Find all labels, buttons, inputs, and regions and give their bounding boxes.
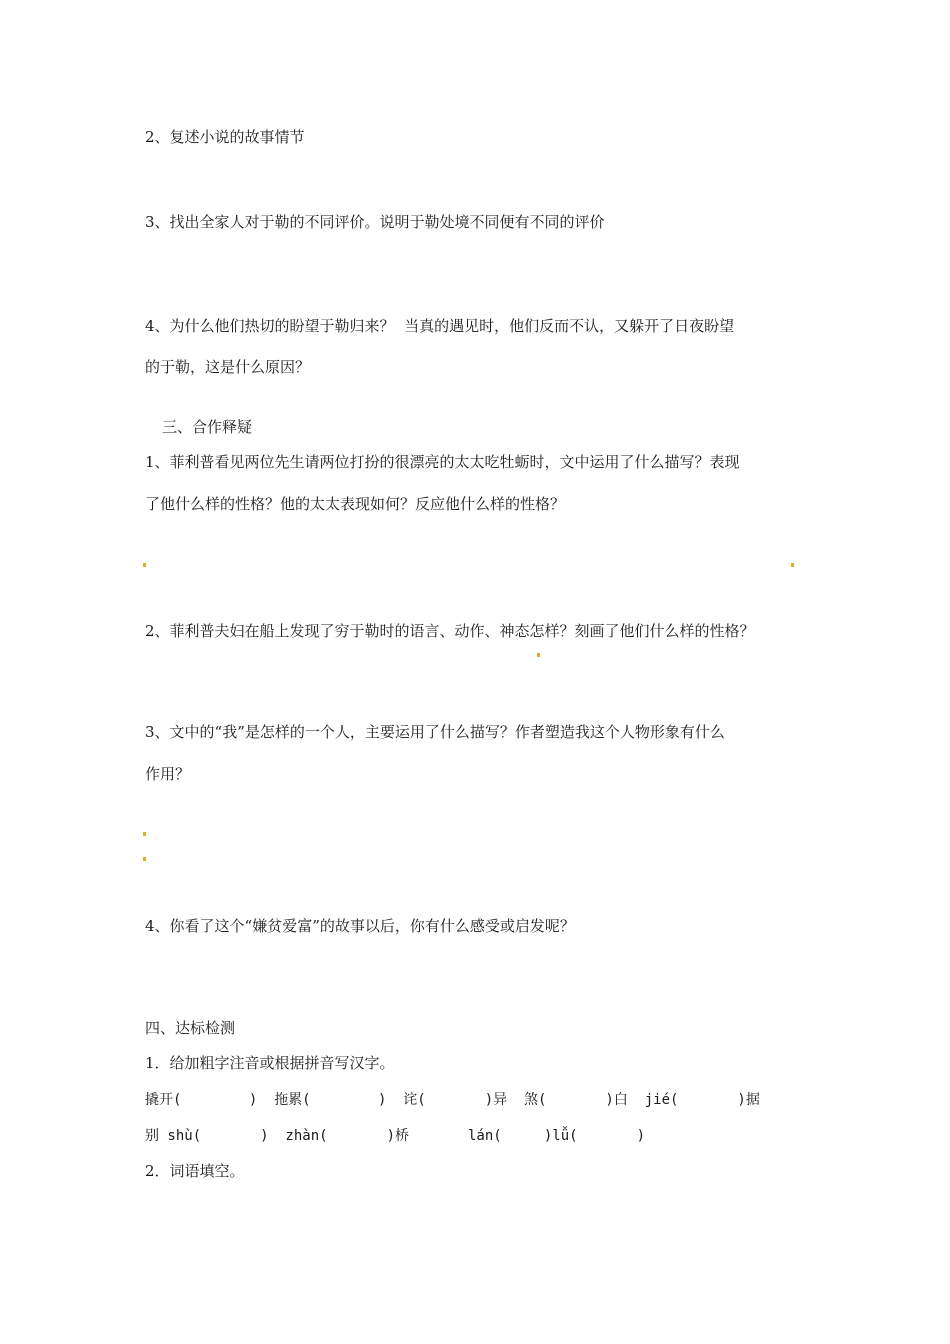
marker-dot [143,563,146,567]
section-3-question-3-line-2: 作用？ [145,765,191,783]
pinyin-exercise-row-2: 别 shù( ) zhàn( )桥 lán( )lǚ( ) [145,1128,646,1144]
section-3-question-1-line-1: 1、菲利普看见两位先生请两位打扮的很漂亮的太太吃牡蛎时，文中运用了什么描写？表现 [145,453,740,471]
section-3-question-2: 2、菲利普夫妇在船上发现了穷于勒时的语言、动作、神态怎样？刻画了他们什么样的性格？ [145,622,755,640]
marker-dot [791,563,794,567]
marker-dot [537,653,540,657]
section-4-item-1: 1．给加粗字注音或根据拼音写汉字。 [145,1054,395,1072]
question-4-line-1: 4、为什么他们热切的盼望于勒归来？ 当真的遇见时，他们反而不认，又躲开了日夜盼望 [145,317,735,335]
marker-dot [143,857,146,861]
section-3-question-4: 4、你看了这个“嫌贫爱富”的故事以后，你有什么感受或启发呢？ [145,917,575,935]
question-4-line-2: 的于勒，这是什么原因？ [145,358,311,376]
question-3-family-evaluation: 3、找出全家人对于勒的不同评价。说明于勒处境不同便有不同的评价 [145,213,605,231]
section-4-item-2: 2．词语填空。 [145,1162,245,1180]
section-3-heading: 三、合作释疑 [162,418,253,436]
pinyin-exercise-row-1: 撬开( ) 拖累( ) 诧( )异 煞( )白 jié( )据 [145,1092,760,1108]
section-3-question-3-line-1: 3、文中的“我”是怎样的一个人，主要运用了什么描写？作者塑造我这个人物形象有什么 [145,723,725,741]
marker-dot [143,832,146,836]
question-2-retell-plot: 2、复述小说的故事情节 [145,128,305,146]
section-3-question-1-line-2: 了他什么样的性格？他的太太表现如何？反应他什么样的性格？ [145,495,566,513]
section-4-heading: 四、达标检测 [145,1019,236,1037]
